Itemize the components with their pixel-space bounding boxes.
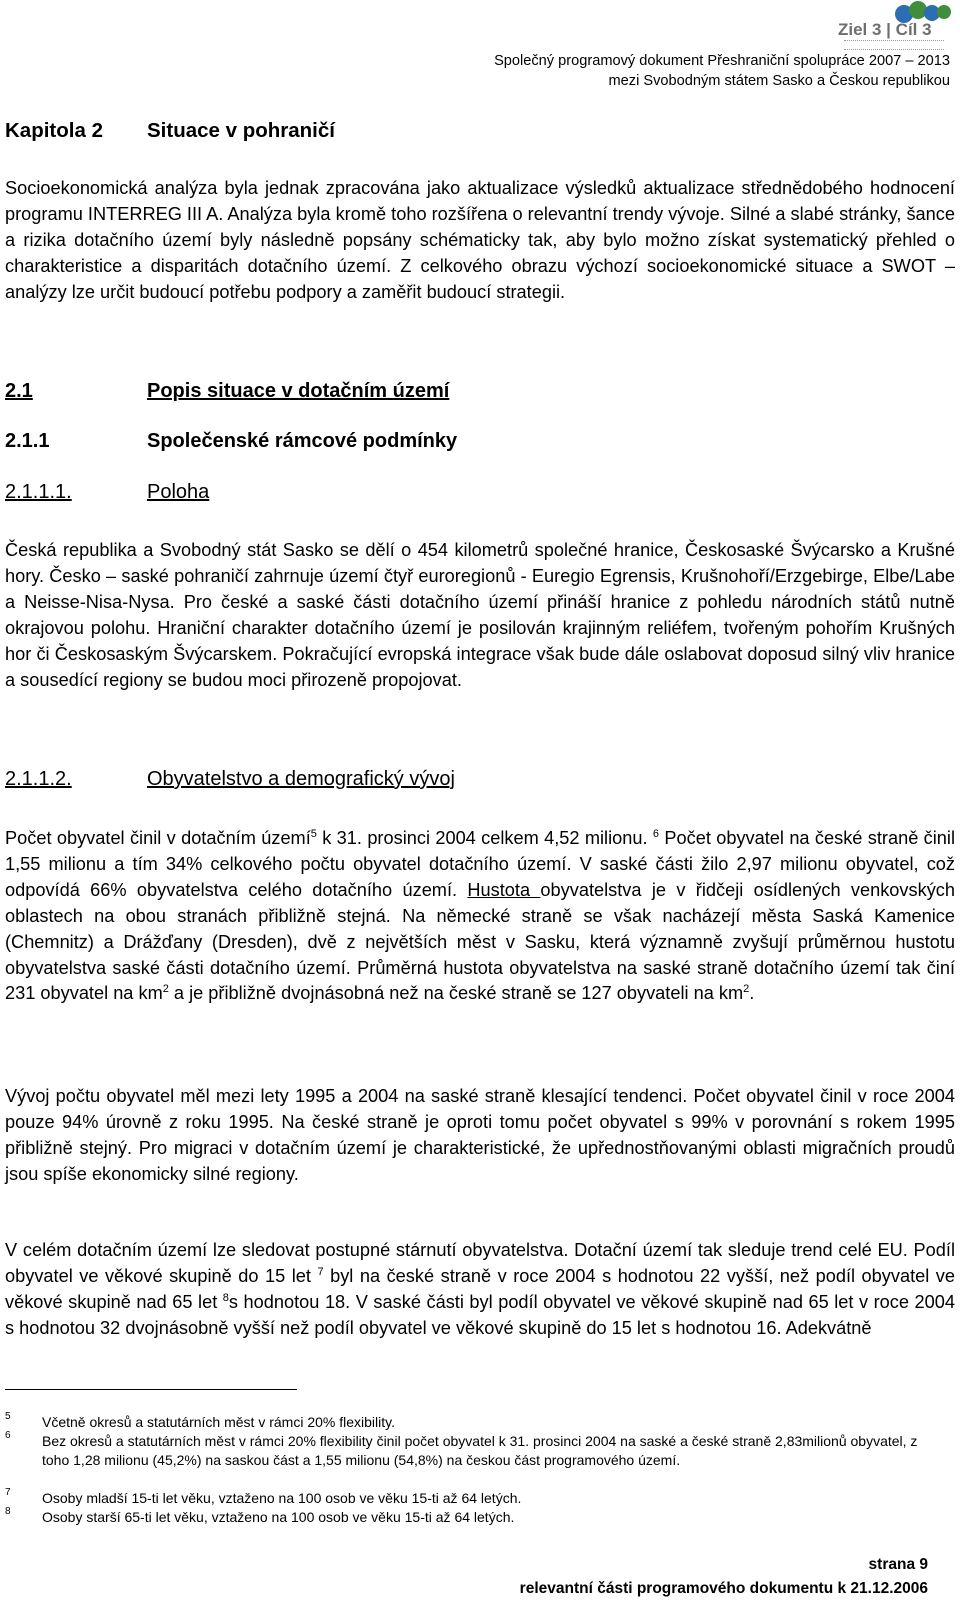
section-2-1-1-2-heading [5, 768, 455, 791]
header-line-2: mezi Svobodným státem Sasko a Českou republikou [608, 73, 950, 89]
section-title: Popis situace v dotačním území [147, 380, 450, 402]
chapter-heading [5, 119, 335, 143]
footnote-6 [5, 1432, 935, 1470]
footnote-7 [5, 1489, 935, 1508]
population-paragraph [5, 826, 955, 1007]
section-2-1-heading [5, 380, 449, 403]
logo-text: Ziel 3 | Cíl 3 [838, 20, 932, 39]
logo-subline [844, 40, 944, 50]
footnote-ref-5[interactable]: 5 [310, 827, 317, 840]
text-run: V celém dotačním území lze sledovat postupné stárnutí obyvatelstva. Dotační území tak sleduje trend celé EU. Podíl obyvatel ve věkové skupině do 15 let [5, 1240, 955, 1286]
footnote-separator [5, 1389, 297, 1390]
footnote-text: Bez okresů a statutárních měst v rámci 20% flexibility činil počet obyvatel k 31. prosinci 2004 na saské a české straně 2,83milionů obyvatel, z toho 1,28 milionu (45,2%) na saskou část a 1,55 milionu (54,8%) na českou část programového území. [42, 1433, 918, 1468]
ziel3-cil3-logo [830, 0, 956, 56]
chapter-title: Situace v pohraničí [147, 119, 335, 142]
superscript: 2 [162, 983, 169, 996]
footnote-mark: 8 [5, 1506, 11, 1517]
chapter-number: Kapitola 2 [5, 119, 103, 142]
footnote-text: Osoby mladší 15-ti let věku, vztaženo na 100 osob ve věku 15-ti až 64 letých. [42, 1490, 522, 1506]
section-2-1-1-1-heading [5, 481, 209, 504]
footnote-text: Včetně okresů a statutárních měst v rámci 20% flexibility. [42, 1414, 395, 1430]
poloha-paragraph: Česká republika a Svobodný stát Sasko se dělí o 454 kilometrů společné hranice, Českosaské Švýcarsko a Krušné hory. Česko – saské pohraničí zahrnuje území čtyř euroregionů - Euregio Egrensis, Krušnohoří/Erzgebirge, Elbe/Labe a Neisse-Nisa-Nysa. Pro české a saské části dotačního území přináší hranice z pohledu národních států nutně okrajovou polohu. Hraniční charakter dotačního území je posilován krajinným reliéfem, tvořeným pohořím Krušných hor či Českosaským Švýcarskem. Pokračující evropská integrace však bude dále oslabovat doposud silný vliv hranice a sousedící regiony se budou moci přirozeně propojovat. [5, 540, 955, 690]
footnote-ref-8[interactable]: 8 [222, 1291, 229, 1304]
text-run-underlined: Hustota [467, 879, 541, 900]
section-title: Společenské rámcové podmínky [147, 430, 458, 452]
section-number: 2.1.1 [5, 430, 50, 452]
population-trend-paragraph: Vývoj počtu obyvatel měl mezi lety 1995 a 2004 na saské straně klesající tendenci. Počet obyvatel činil v roce 2004 pouze 94% úrovně z roku 1995. Na české straně je oproti tomu počet obyvatel s 99% v porovnání s rokem 1995 přibližně stejný. Pro migraci v dotačním území je charakteristické, že upřednostňovanými oblasti migračních proudů jsou spíše ekonomicky silné regiony. [5, 1086, 955, 1184]
page-number: strana 9 [868, 1556, 928, 1573]
footnote-ref-6[interactable]: 6 [652, 827, 660, 840]
text-run: byl na české straně v roce 2004 s hodnotou 22 vyšší, než podíl obyvatel ve věkové skupině nad 65 let [5, 1265, 955, 1312]
footnote-mark: 7 [5, 1487, 11, 1498]
superscript: 2 [743, 983, 750, 996]
text-run: a je přibližně dvojnásobná než na české straně se 127 obyvateli na km [168, 983, 744, 1004]
footnote-text: Osoby starší 65-ti let věku, vztaženo na 100 osob ve věku 15-ti až 64 letých. [42, 1509, 515, 1525]
header-line-1: Společný programový dokument Přeshraniční spolupráce 2007 – 2013 [494, 53, 950, 69]
section-title: Obyvatelstvo a demografický vývoj [147, 768, 455, 790]
footnote-mark: 6 [5, 1430, 11, 1441]
intro-paragraph: Socioekonomická analýza byla jednak zpracována jako aktualizace výsledků aktualizace střednědobého hodnocení programu INTERREG III A. Analýza byla kromě toho rozšířena o relevantní trendy vývoje. Silné a slabé stránky, šance a rizika dotačního území byly následně popsány schématicky tak, aby bylo možno získat systematický přehled o charakteristice a disparitách dotačního území. Z celkového obrazu výchozí socioekonomické situace a SWOT – analýzy lze určit budoucí potřebu podpory a zaměřit budoucí strategii. [5, 178, 955, 302]
footnote-ref-7[interactable]: 7 [317, 1265, 324, 1278]
section-2-1-1-heading [5, 430, 457, 453]
footer-document-title: relevantní části programového dokumentu k 21.12.2006 [519, 1580, 928, 1597]
text-run: obyvatelstva je v řidčeji osídlených venkovských oblastech na obou stranách přibližně stejná. Na německé straně se však nacházejí města Saská Kamenice (Chemnitz) a Drážďany (Dresden), dvě z největších měst v Sasku, která významně zvyšují průměrnou hustotu obyvatelstva saské části dotačního území. Průměrná hustota obyvatelstva na saské straně dotačního území tak činí 231 obyvatel na km [5, 879, 956, 1004]
section-number: 2.1.1.2. [5, 768, 72, 790]
text-run: Počet obyvatel na české straně činil 1,55 milionu a tím 34% celkového počtu obyvatel dotačního území. V saské části žilo 2,97 milionu obyvatel, což odpovídá 66% obyvatelstva celého dotačního území. [5, 828, 955, 900]
text-run: s hodnotou 18. V saské části byl podíl obyvatel ve věkové skupině nad 65 let v roce 2004 s hodnotou 32 dvojnásobně vyšší než podíl obyvatel ve věkové skupině do 15 let s hodnotou 16. Adekvátně [5, 1291, 955, 1338]
section-number: 2.1 [5, 380, 33, 402]
text-run: k 31. prosinci 2004 celkem 4,52 milionu. [316, 828, 653, 848]
section-number: 2.1.1.1. [5, 481, 72, 503]
text-run: . [749, 983, 755, 1004]
footnote-5 [5, 1413, 935, 1432]
section-title: Poloha [147, 481, 210, 503]
ageing-paragraph [5, 1238, 955, 1342]
footnote-8 [5, 1508, 935, 1527]
text-run: Počet obyvatel činil v dotačním území [5, 828, 311, 848]
footnote-mark: 5 [5, 1411, 11, 1422]
